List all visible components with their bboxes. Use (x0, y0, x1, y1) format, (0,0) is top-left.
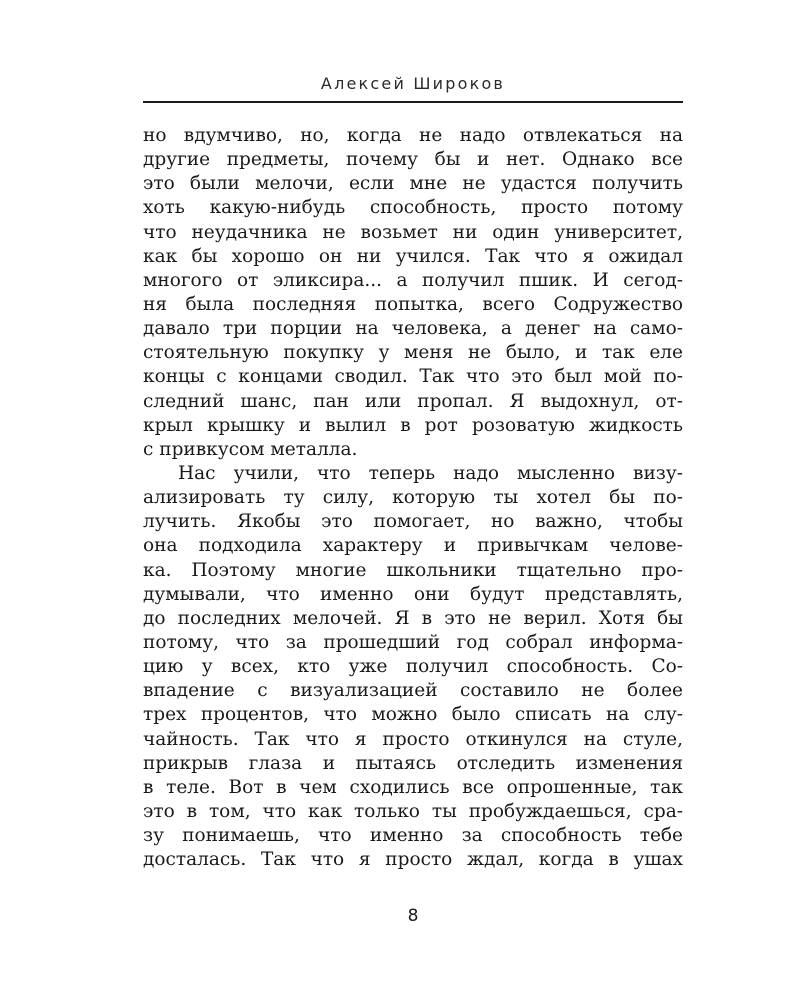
text-line: потому, что за прошедший год собрал информа- (143, 631, 683, 653)
text-line: зу понимаешь, что именно за способность тебе (143, 825, 683, 847)
text-line: это в том, что как только ты пробуждаешься, сра- (143, 800, 683, 822)
body-text (143, 124, 683, 872)
page-number: 8 (407, 906, 419, 926)
text-line: другие предметы, почему бы и нет. Однако все (143, 149, 683, 171)
text-line: хоть какую-нибудь способность, просто потому (143, 197, 683, 219)
text-line: в теле. Вот в чем сходились все опрошенные, так (143, 776, 683, 798)
text-line: как бы хорошо он ни учился. Так что я ожидал (143, 245, 683, 267)
text-line: концы с концами сводил. Так что это был мой по- (143, 366, 683, 388)
text-line: трех процентов, что можно было списать на слу- (143, 704, 683, 726)
text-line: давало три порции на человека, а денег на само- (143, 318, 683, 340)
text-line: до последних мелочей. Я в это не верил. Хотя бы (143, 607, 683, 629)
text-line: это были мелочи, если мне не удастся получить (143, 173, 683, 195)
text-line: прикрыв глаза и пытаясь отследить изменения (143, 752, 683, 774)
text-line: ня была последняя попытка, всего Содружество (143, 293, 683, 315)
text-line: чайность. Так что я просто откинулся на стуле, (143, 728, 683, 750)
text-line: с привкусом металла. (143, 438, 358, 460)
text-line: многого от эликсира... а получил пшик. И сегод- (143, 269, 683, 291)
text-line: но вдумчиво, но, когда не надо отвлекаться на (143, 125, 683, 146)
text-line: досталась. Так что я просто ждал, когда в ушах (143, 849, 683, 871)
text-line: что неудачника не возьмет ни один университет, (143, 221, 683, 243)
text-line: ализировать ту силу, которую ты хотел бы по- (143, 487, 683, 509)
text-line: она подходила характеру и привычкам челове- (143, 535, 683, 557)
text-line: впадение с визуализацией составило не более (143, 680, 683, 702)
text-line: цию у всех, кто уже получил способность. Со- (143, 656, 683, 678)
text-line: следний шанс, пан или пропал. Я выдохнул, от- (143, 390, 683, 412)
text-line: Нас учили, что теперь надо мысленно визу- (178, 462, 683, 484)
header-rule (143, 101, 683, 103)
text-line: крыл крышку и вылил в рот розоватую жидкость (143, 414, 683, 436)
running-head-author: Алексей Широков (320, 74, 506, 93)
text-line: лучить. Якобы это помогает, но важно, чтобы (143, 511, 683, 533)
text-line: думывали, что именно они будут представлять, (143, 583, 683, 605)
text-line: стоятельную покупку у меня не было, и так еле (143, 342, 683, 364)
text-line: ка. Поэтому многие школьники тщательно про- (143, 559, 683, 581)
